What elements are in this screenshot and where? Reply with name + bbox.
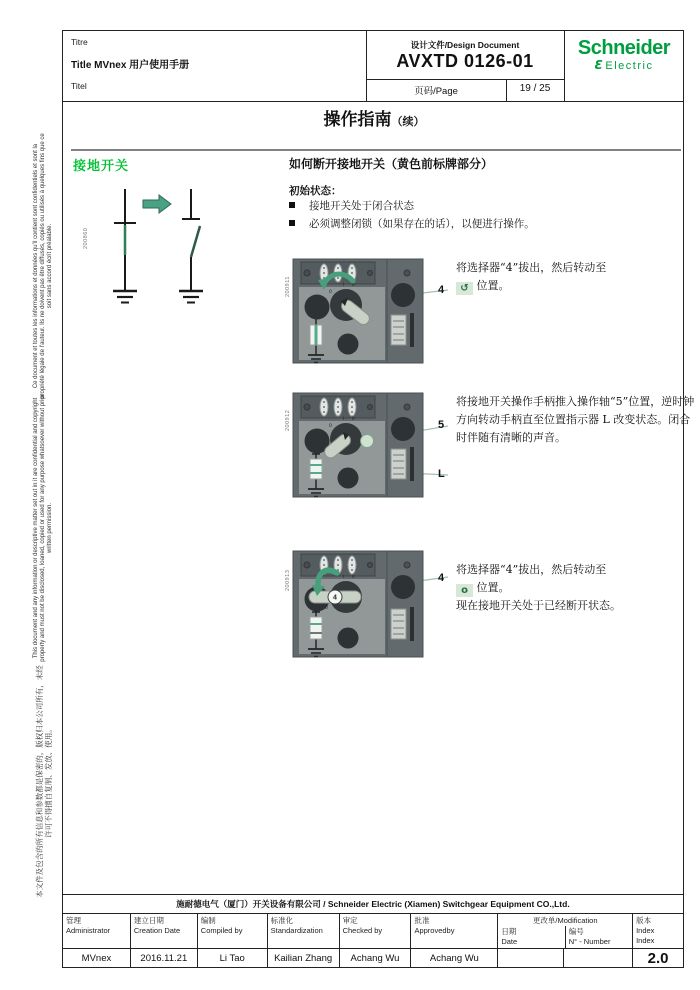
design-document-label: 设计文件/Design Document xyxy=(410,40,520,50)
value-approved-by: Achang Wu xyxy=(410,949,497,967)
col-index: 版本 Index Index xyxy=(632,914,683,948)
value-administrator: MVnex xyxy=(81,952,112,964)
step2-callout-L: L xyxy=(438,468,445,480)
value-standardization: Kailian Zhang xyxy=(267,949,339,967)
schneider-swirl-icon: Ɛ xyxy=(594,58,605,72)
transition-arrow-icon xyxy=(143,195,171,213)
value-compiled-by: Li Tao xyxy=(197,949,267,967)
step2-panel-illustration xyxy=(291,391,451,501)
step2-ref-number: 200912 xyxy=(285,409,291,431)
col-modification-number: 编号 N° - Number xyxy=(565,926,632,948)
schneider-logo xyxy=(566,38,682,72)
page-number: 19 / 25 xyxy=(519,83,551,94)
value-index: 2.0 xyxy=(632,949,683,967)
opening-right xyxy=(391,283,415,307)
col-checked-by: 审定 Checked by xyxy=(339,914,411,948)
footer-table-values xyxy=(63,949,683,967)
open-switch-symbol xyxy=(179,189,203,303)
step1-instruction: 将选择器“4”拔出，然后转动至 ↺ 位置。 xyxy=(456,261,607,295)
page-label: 页码/Page xyxy=(414,86,458,97)
opening-left xyxy=(305,295,330,320)
position-indicator-L xyxy=(310,459,322,479)
step3-panel-illustration xyxy=(291,549,451,661)
col-standardization: 标准化 Standardization xyxy=(267,914,339,948)
col-modification: 更改单/Modification 日期 Date 编号 N° - Number xyxy=(497,914,632,948)
col-modification-date: 日期 Date xyxy=(501,926,518,946)
value-modification-number xyxy=(563,949,632,967)
title-divider xyxy=(71,149,681,151)
confidentiality-note-english: This document and any information or descriptive matter set out in it are confidential and copyright property and must not be disclosed, loaned, copied or used for any purpose whatsoever without prior written permission. xyxy=(33,394,53,662)
page-title: 操作指南（续） xyxy=(323,110,425,129)
col-creation-date: 建立日期 Creation Date xyxy=(130,914,197,948)
svg-text:II: II xyxy=(352,575,355,580)
step3-instruction: 将选择器“4”拔出，然后转动至 o 位置。 现在接地开关处于已经断开状态。 xyxy=(456,563,621,613)
svg-text:II: II xyxy=(352,283,355,288)
initial-state-bullet-2: 必须调整闭锁（如果存在的话），以便进行操作。 xyxy=(289,216,535,231)
document-title: Title MVnex 用户使用手册 xyxy=(71,60,190,71)
logo-subline: ƐElectric xyxy=(594,58,654,72)
step3-callout-4: 4 xyxy=(438,572,445,584)
header-divider-2 xyxy=(564,31,565,101)
svg-text:0: 0 xyxy=(329,290,332,295)
svg-text:4: 4 xyxy=(333,594,337,602)
closed-switch-symbol xyxy=(113,189,137,303)
step1-ref-number: 200911 xyxy=(285,276,291,297)
bullet-square-icon xyxy=(289,220,295,226)
svg-text:II: II xyxy=(352,417,355,422)
letter-o-position-icon: o xyxy=(456,584,473,597)
diagram-ref-number: 200860 xyxy=(83,227,89,249)
titel-label: Titel xyxy=(71,81,87,91)
col-approved-by: 批准 Approvedby xyxy=(410,914,497,948)
document-frame xyxy=(62,30,695,968)
docnum-bottom-border xyxy=(366,79,564,80)
section-label-earthing-switch: 接地开关 xyxy=(73,158,130,173)
procedure-heading: 如何断开接地开关（黄色前标牌部分） xyxy=(289,157,494,171)
svg-text:I: I xyxy=(343,283,345,288)
col-compiled-by: 编制 Compiled by xyxy=(197,914,267,948)
svg-text:I: I xyxy=(343,575,345,580)
step1-panel-illustration xyxy=(291,257,451,367)
confidentiality-note-chinese: 本文件及包含的所有信息和参数都是保密的，版权归本公司所有，未经许可不得擅自复制、发放、使用。 xyxy=(35,665,53,898)
company-name: 施耐德电气（厦门）开关设备有限公司 / Schneider Electric (Xiamen) Switchgear Equipment CO.,Ltd. xyxy=(63,895,683,914)
footer-table-header xyxy=(63,914,683,949)
value-modification-date xyxy=(497,949,563,967)
position-indicator-L xyxy=(310,617,322,639)
initial-state-bullet-1: 接地开关处于闭合状态 xyxy=(289,198,414,213)
label-plate xyxy=(391,315,406,345)
svg-text:I: I xyxy=(343,417,345,422)
value-checked-by: Achang Wu xyxy=(339,949,411,967)
logo-wordmark: Schneider xyxy=(577,37,671,59)
col-administrator: 管理 Administrator xyxy=(66,916,111,935)
operating-shaft-5 xyxy=(361,435,374,448)
rotate-ccw-icon: ↺ xyxy=(456,282,473,295)
titre-label: Titre xyxy=(71,37,88,47)
svg-text:0: 0 xyxy=(325,606,328,611)
svg-text:0: 0 xyxy=(329,424,332,429)
bullet-square-icon xyxy=(289,202,295,208)
initial-state-label: 初始状态： xyxy=(289,185,342,197)
step2-instruction: 将接地开关操作手柄推入操作轴“5”位置，逆时钟方向转动手柄直至位置指示器 L 改变状态。闭合时伴随有清晰的声音。 xyxy=(456,395,695,445)
step3-ref-number: 200913 xyxy=(285,569,291,591)
confidentiality-note-french: Ce document et toutes les informations et données qu'il contient sont confidentiels et sont la propriété légale de l'auteur. Ils ne doivent pas être diffusés, copiés ou utilisés à quelques fins que ce soit sans accord écrit préalable. xyxy=(33,133,53,399)
step2-callout-5: 5 xyxy=(438,419,445,431)
header-bottom-border xyxy=(63,101,683,102)
document-number: AVXTD 0126-01 xyxy=(396,51,534,71)
value-creation-date: 2016.11.21 xyxy=(130,949,197,967)
step1-callout-4: 4 xyxy=(438,284,445,296)
opening-bottom xyxy=(338,334,359,355)
footer-block xyxy=(63,894,683,967)
earthing-switch-diagram xyxy=(87,179,227,339)
